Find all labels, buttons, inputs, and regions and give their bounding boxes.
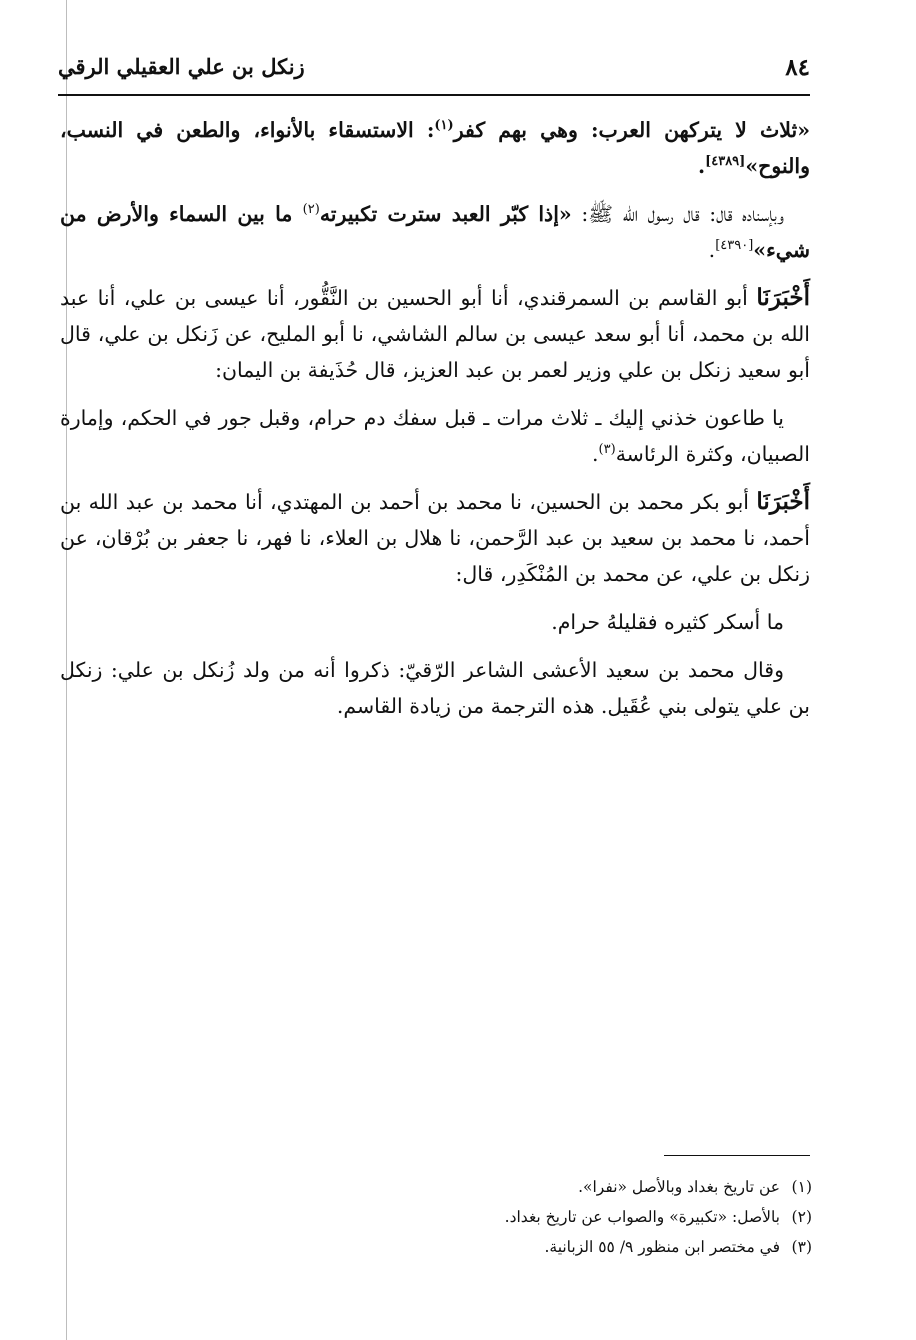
footnote-1-number: (١): [791, 1178, 812, 1196]
footnote-3: [60, 1232, 812, 1262]
hadith-1-text-b: : الاستسقاء بالأنواء، والطعن في النسب، والنوح»: [60, 118, 810, 178]
quote-text: ما أسكر كثيره فقليلهُ حرام.: [551, 610, 784, 634]
hadith-1-end: .: [697, 154, 706, 178]
running-title: زنكل بن علي العقيلي الرقي: [58, 54, 305, 79]
main-text: [60, 112, 810, 736]
saying-paragraph: [60, 400, 810, 472]
hadith-paragraph-1: [60, 112, 810, 184]
footnote-2: [60, 1202, 812, 1232]
footnotes-section: [60, 1172, 812, 1262]
hadith-1-text-a: «ثلاث لا يتركهن العرب: وهي بهم كفر: [453, 118, 811, 142]
quote-paragraph: [60, 604, 810, 640]
akhbarana-word-2: أَخْبَرَنَا: [756, 488, 810, 515]
hadith-number-4389: [٤٣٨٩]: [705, 154, 746, 170]
page-header: [58, 52, 810, 94]
hadith-2-quote-b: ما بين السماء والأرض من شيء»: [60, 202, 810, 262]
hadith-paragraph-2: [60, 196, 810, 268]
footnote-2-number: (٢): [791, 1208, 812, 1226]
hadith-2-end: .: [708, 238, 716, 262]
footnote-2-text: بالأصل: «تكبيرة» والصواب عن تاريخ بغداد.: [504, 1208, 780, 1226]
hadith-number-4390: [٤٣٩٠]: [715, 238, 754, 254]
footnote-ref-3: (٣): [598, 442, 616, 458]
header-rule: [58, 94, 810, 96]
hadith-2-intro: وبإسناده قال: قال رسول الله ﷺ:: [571, 202, 784, 226]
footnote-3-text: في مختصر ابن منظور ٩/ ٥٥ الزبانية.: [544, 1238, 780, 1256]
isnad-paragraph-1: [60, 280, 810, 388]
footnote-1: [60, 1172, 812, 1202]
saying-end: .: [592, 442, 599, 466]
footnote-ref-2: (٢): [302, 202, 320, 218]
isnad-1-text: أبو القاسم بن السمرقندي، أنا أبو الحسين بن النَّقُّور، أنا عيسى بن علي، أنا عبد الله بن محمد، أنا أبو سعد عيسى بن سالم الشاشي، نا أبو المليح، عن زَنكل بن علي، قال أبو سعيد زنكل بن علي وزير لعمر بن عبد العزيز، قال حُذَيفة بن اليمان:: [60, 286, 810, 382]
footnote-ref-1: (١): [434, 118, 454, 134]
footnote-3-number: (٣): [791, 1238, 812, 1256]
footnote-1-text: عن تاريخ بغداد وبالأصل «نفرا».: [578, 1178, 780, 1196]
isnad-2-text: أبو بكر محمد بن الحسين، نا محمد بن أحمد بن المهتدي، أنا محمد بن عبد الله بن أحمد، نا محمد بن سعيد بن عبد الرَّحمن، نا هلال بن العلاء، نا فهر، نا جعفر بن بُرْقان، عن زنكل بن علي، عن محمد بن المُنْكَدِر، قال:: [60, 490, 810, 586]
closing-text: وقال محمد بن سعيد الأعشى الشاعر الرّقيّ: ذكروا أنه من ولد زُنكل بن علي: زنكل بن علي يتولى بني عُقَيل. هذه الترجمة من زيادة القاسم.: [60, 658, 810, 718]
isnad-paragraph-2: [60, 484, 810, 592]
akhbarana-word-1: أَخْبَرَنَا: [756, 284, 810, 311]
hadith-2-quote-a: «إذا كبّر العبد سترت تكبيرته: [319, 202, 572, 226]
closing-paragraph: [60, 652, 810, 724]
saying-text: يا طاعون خذني إليك ـ ثلاث مرات ـ قبل سفك دم حرام، وقبل جور في الحكم، وإمارة الصبيان، وكثرة الرئاسة: [60, 406, 810, 466]
footnote-separator: [664, 1155, 810, 1156]
page-number: ٨٤: [785, 54, 810, 81]
